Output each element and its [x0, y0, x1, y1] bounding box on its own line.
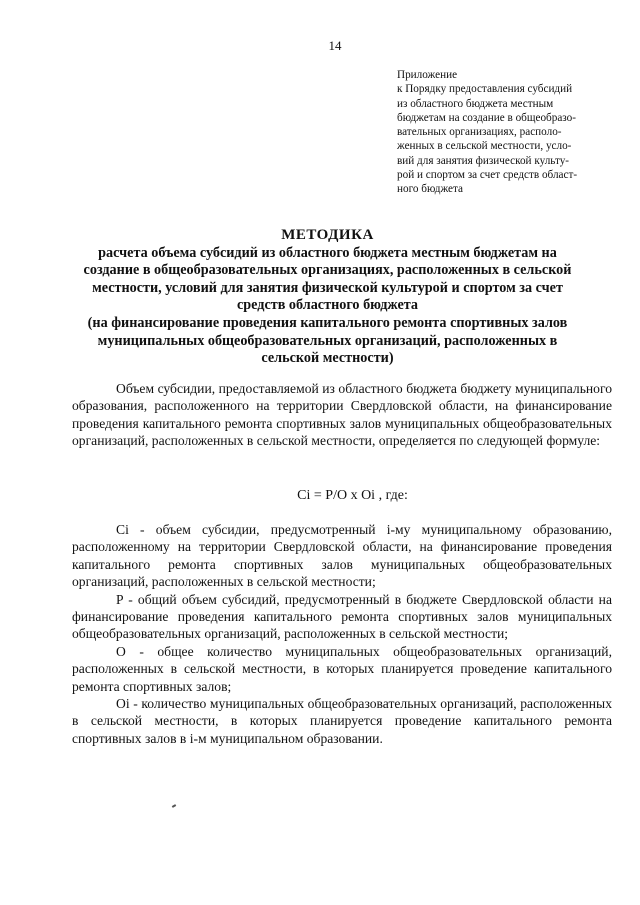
- formula: Ci = P/O x Oi , где:: [297, 488, 408, 503]
- definition-p: P - общий объем субсидий, предусмотренный в бюджете Свердловской области на финансирование проведения капитального ремонта спортивных залов муниципальных общеобразовательных организаций, расположенных в сельской местности;: [72, 591, 612, 642]
- title-line: создание в общеобразовательных организациях, расположенных в сельской: [83, 262, 572, 279]
- title-line: средств областного бюджета: [236, 297, 419, 314]
- page-number: 14: [328, 38, 342, 53]
- title-line: муниципальных общеобразовательных организаций, расположенных в: [97, 332, 558, 349]
- definition-oi: Oi - количество муниципальных общеобразовательных организаций, расположенных в сельской местности, в которых планируется проведение капитального ремонта спортивных залов в i-м муниципальном образовании.: [72, 696, 612, 746]
- appendix-line: ного бюджета: [397, 183, 463, 196]
- appendix-line: женных в сельской местности, усло-: [397, 140, 572, 153]
- appendix-line: вий для занятия физической культу-: [397, 154, 570, 167]
- title-line: сельской местности): [261, 350, 394, 367]
- definition-ci: Ci - объем субсидии, предусмотренный i-му муниципальному образованию, расположенному на территории Свердловской области, на финансирование проведения капитального ремонта спортивных залов муниципальных общеобразовательных организаций, расположенных в сельской местности;: [72, 522, 612, 590]
- appendix-line: из областного бюджета местным: [397, 97, 554, 110]
- title-line: (на финансирование проведения капитального ремонта спортивных залов: [87, 314, 568, 331]
- definition-o: O - общее количество муниципальных общеобразовательных организаций, расположенных в сельской местности, в которых планируется проведение капитального ремонта спортивных залов;: [72, 643, 612, 694]
- appendix-line: бюджетам на создание в общеобразо-: [397, 111, 576, 124]
- intro-section: [72, 380, 612, 450]
- scan-speck: [172, 804, 176, 808]
- appendix-line: Приложение: [397, 69, 458, 81]
- appendix-line: рой и спортом за счет средств област-: [397, 169, 578, 182]
- appendix-line: вательных организациях, располо-: [397, 126, 562, 139]
- intro-paragraph: Объем субсидии, предоставляемой из областного бюджета бюджету муниципального образования, расположенного на территории Свердловской области, на финансирование проведения капитального ремонта спортивных залов муниципальных общеобразовательных организаций, расположенных в сельской местности, определяется по следующей формуле:: [72, 381, 612, 449]
- definitions-section: [72, 521, 612, 747]
- appendix-line: к Порядку предоставления субсидий: [397, 83, 573, 96]
- title-main: МЕТОДИКА: [281, 227, 374, 243]
- appendix-header: [397, 68, 612, 197]
- title-line: местности, условий для занятия физической культурой и спортом за счет: [92, 279, 563, 296]
- document-title: [60, 227, 595, 368]
- title-line: расчета объема субсидий из областного бюджета местным бюджетам на: [98, 244, 557, 261]
